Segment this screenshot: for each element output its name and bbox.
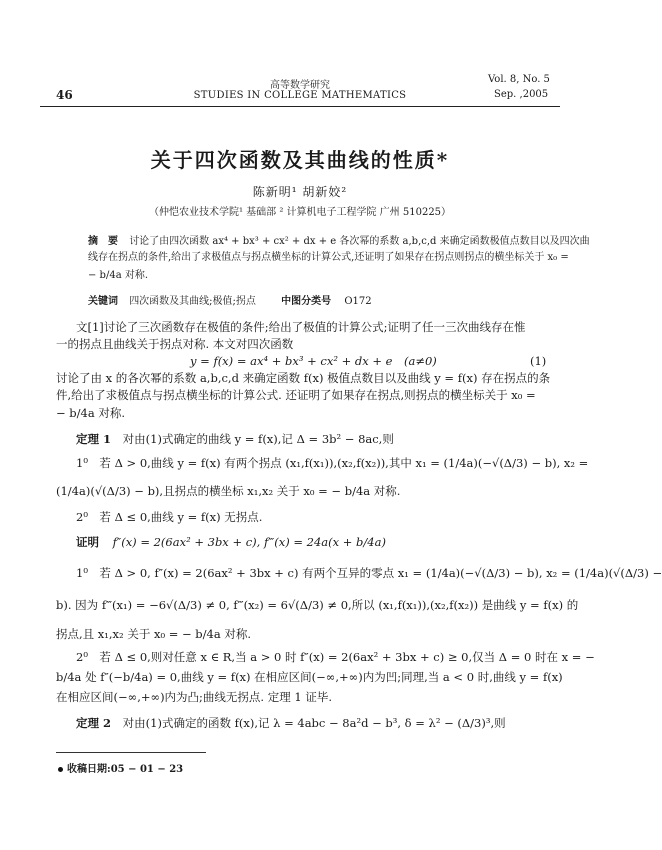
para4-line3: 在相应区间(−∞,+∞)内为凸;曲线无拐点. 定理 1 证毕.	[56, 690, 333, 704]
volume-info: Vol. 8, No. 5	[488, 74, 550, 85]
footnote-rule	[56, 752, 206, 753]
keywords-label: 关键词	[88, 296, 118, 307]
proof-label: 证明	[76, 535, 99, 549]
para3-line3: 拐点,且 x₁,x₂ 关于 x₀ = − b/4a 对称.	[56, 627, 252, 641]
equation-1: y = f(x) = ax⁴ + bx³ + cx² + dx + e (a≠0)	[190, 354, 437, 368]
page-number: 46	[56, 88, 73, 102]
received-date: 收稿日期:05 − 01 − 23	[67, 764, 184, 775]
para1-line1: 文[1]讨论了三次函数存在极值的条件;给出了极值的计算公式;证明了任一三次曲线存在惟	[76, 320, 526, 334]
proof-formula: f″(x) = 2(6ax² + 3bx + c), f‴(x) = 24a(x + b/4a)	[112, 535, 386, 549]
case1-line2: (1/4a)(√(Δ/3) − b),且拐点的横坐标 x₁,x₂ 关于 x₀ = − b/4a 对称.	[56, 484, 401, 498]
keywords-text: 四次函数及其曲线;极值;拐点	[129, 296, 256, 307]
abstract-label: 摘 要	[88, 236, 118, 247]
para4-line2: b/4a 处 f″(−b/4a) = 0,曲线 y = f(x) 在相应区间(−∞,+∞)内为凹;同理,当 a < 0 时,曲线 y = f(x)	[56, 670, 563, 684]
proof-line	[76, 535, 386, 549]
case1-line1: 1⁰ 若 Δ > 0,曲线 y = f(x) 有两个拐点 (x₁,f(x₁)),(x₂,f(x₂)),其中 x₁ = (1/4a)(−√(Δ/3) − b), x₂ =	[76, 456, 589, 470]
article-title: 关于四次函数及其曲线的性质*	[150, 148, 450, 172]
abstract-text-1: 讨论了由四次函数 ax⁴ + bx³ + cx² + dx + e 各次幂的系数 a,b,c,d 来确定函数极值点数目以及四次曲	[129, 236, 590, 247]
theorem-1-label: 定理 1	[76, 432, 112, 446]
equation-1-number: (1)	[530, 354, 547, 368]
abstract-line-2: 线存在拐点的条件,给出了求极值点与拐点横坐标的计算公式,还证明了如果存在拐点则拐点的横坐标关于 x₀ =	[88, 252, 569, 263]
case2: 2⁰ 若 Δ ≤ 0,曲线 y = f(x) 无拐点.	[76, 510, 263, 524]
para3-line1: 1⁰ 若 Δ > 0, f″(x) = 2(6ax² + 3bx + c) 有两个互异的零点 x₁ = (1/4a)(−√(Δ/3) − b), x₂ = (1/4a)(√(Δ/3) −	[76, 566, 662, 580]
para2-line3: − b/4a 对称.	[56, 406, 126, 420]
theorem-1	[76, 432, 394, 446]
footnote	[58, 760, 183, 775]
journal-title-cn: 高等数学研究	[270, 80, 330, 91]
header-rule	[40, 106, 560, 107]
para1-line2: 一的拐点且曲线关于拐点对称. 本文对四次函数	[56, 337, 294, 351]
bullet-icon	[58, 767, 63, 772]
class-label: 中图分类号	[281, 296, 332, 307]
para4-line1: 2⁰ 若 Δ ≤ 0,则对任意 x ∈ R,当 a > 0 时 f″(x) = 2(6ax² + 3bx + c) ≥ 0,仅当 Δ = 0 时在 x = −	[76, 650, 595, 664]
authors: 陈新明¹ 胡新姣²	[252, 185, 348, 199]
issue-date: Sep. ,2005	[494, 89, 549, 100]
theorem-2-label: 定理 2	[76, 716, 112, 730]
theorem-1-text: 对由(1)式确定的曲线 y = f(x),记 Δ = 3b² − 8ac,则	[122, 432, 394, 446]
theorem-2-text: 对由(1)式确定的函数 f(x),记 λ = 4abc − 8a²d − b³, δ = λ² − (Δ/3)³,则	[122, 716, 506, 730]
para2-line2: 件,给出了求极值点与拐点横坐标的计算公式. 还证明了如果存在拐点,则拐点的横坐标关于 x₀ =	[56, 388, 536, 402]
affiliation: （仲恺农业技术学院¹ 基础部 ² 计算机电子工程学院 广州 510225）	[148, 207, 452, 218]
class-code: O172	[344, 296, 372, 307]
keywords-line	[88, 292, 372, 307]
para3-line2: b). 因为 f‴(x₁) = −6√(Δ/3) ≠ 0, f‴(x₂) = 6√(Δ/3) ≠ 0,所以 (x₁,f(x₁)),(x₂,f(x₂)) 是曲线 y = f(x) 的	[56, 598, 579, 612]
journal-title-en: STUDIES IN COLLEGE MATHEMATICS	[193, 90, 407, 101]
para2-line1: 讨论了由 x 的各次幂的系数 a,b,c,d 来确定函数 f(x) 极值点数目以及曲线 y = f(x) 存在拐点的条	[56, 371, 551, 385]
abstract-line-3: − b/4a 对称.	[88, 270, 149, 281]
theorem-2	[76, 716, 506, 730]
abstract-line-1	[88, 232, 590, 247]
